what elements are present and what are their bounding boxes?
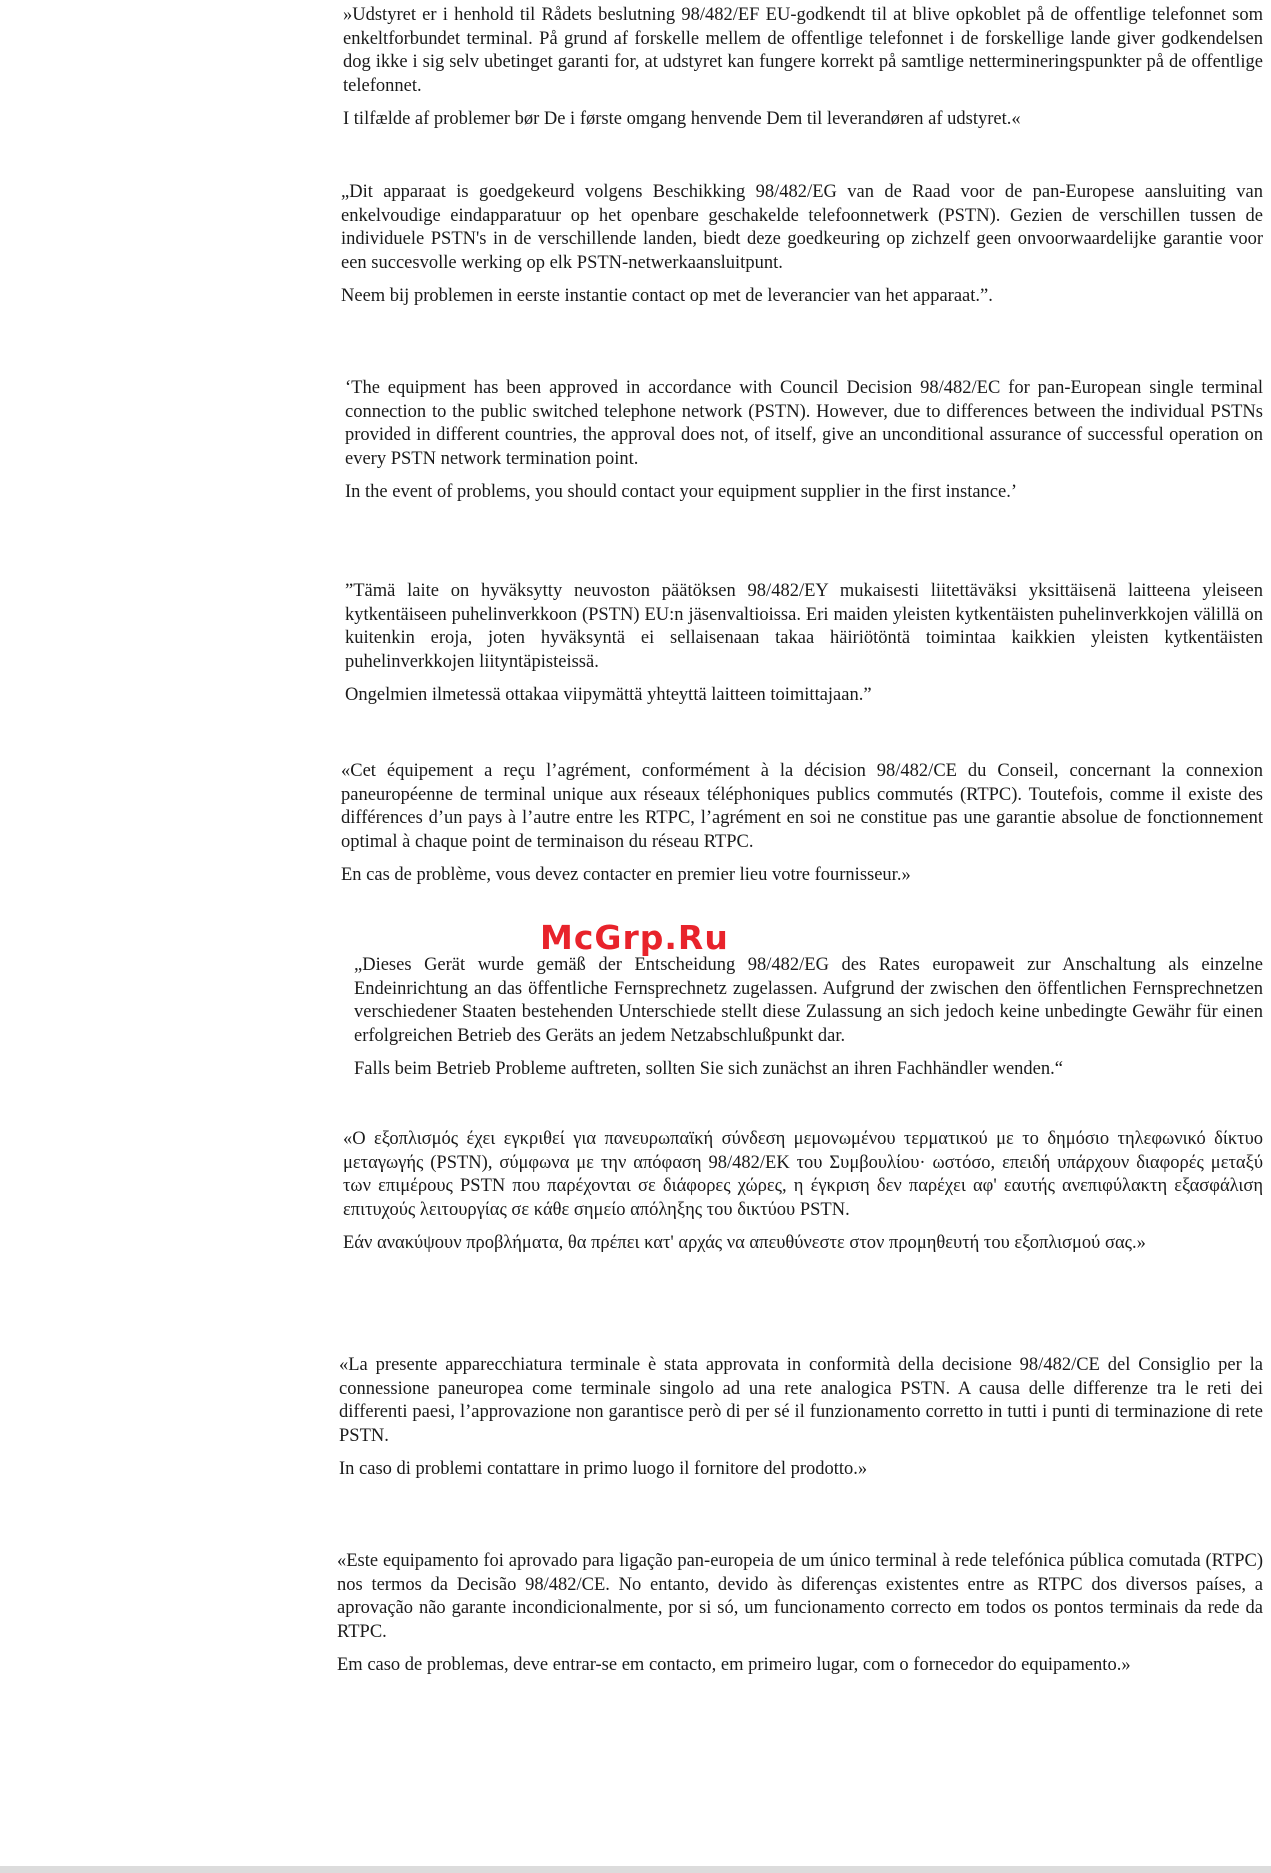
notice-greek-contact: Εάν ανακύψουν προβλήματα, θα πρέπει κατ' αρχάς να απευθύνεστε στον προμηθευτή του εξοπλισμού σας.» — [343, 1233, 1146, 1254]
notice-german — [354, 954, 1263, 1082]
notice-french — [341, 760, 1263, 888]
notice-italian — [339, 1354, 1263, 1482]
notice-german-contact: Falls beim Betrieb Probleme auftreten, sollten Sie sich zunächst an ihren Fachhändler wenden.“ — [354, 1059, 1063, 1080]
viewer-bottom-bar — [0, 1866, 1271, 1873]
notice-english — [345, 377, 1263, 505]
watermark-logo: McGrp.Ru — [540, 918, 729, 957]
notice-dutch — [341, 181, 1263, 309]
notice-portuguese-contact: Em caso de problemas, deve entrar-se em contacto, em primeiro lugar, com o fornecedor do equipamento.» — [337, 1655, 1131, 1676]
notice-danish-body: »Udstyret er i henhold til Rådets beslutning 98/482/EF EU-godkendt til at blive opkoblet på de offentlige telefonnet som enkeltforbundet terminal. På grund af forskelle mellem de offentlige telefonnet i de forskellige lande giver godkendelsen dog ikke i sig selv ubetinget garanti for, at udstyret kan fungere korrekt på samtlige nettermineringspunkter på de offentlige telefonnet. — [343, 5, 1263, 96]
notice-portuguese — [337, 1550, 1263, 1678]
notice-english-contact: In the event of problems, you should contact your equipment supplier in the first instance.’ — [345, 482, 1018, 503]
notice-french-contact: En cas de problème, vous devez contacter en premier lieu votre fournisseur.» — [341, 865, 911, 886]
notice-danish — [343, 4, 1263, 132]
notice-dutch-contact: Neem bij problemen in eerste instantie contact op met de leverancier van het apparaat.”. — [341, 286, 993, 307]
notice-danish-contact: I tilfælde af problemer bør De i første omgang henvende Dem til leverandøren af udstyret.« — [343, 109, 1021, 130]
notice-greek — [343, 1128, 1263, 1256]
notice-italian-body: «La presente apparecchiatura terminale è stata approvata in conformità della decisione 98/482/CE del Consiglio per la connessione paneuropea come terminale singolo ad una rete analogica PSTN. A causa delle differenze tra le reti dei differenti paesi, l’approvazione non garantisce però di per sé il funzionamento corretto in tutti i punti di terminazione di rete PSTN. — [339, 1355, 1263, 1446]
notice-german-body: „Dieses Gerät wurde gemäß der Entscheidung 98/482/EG des Rates europaweit zur Anschaltung als einzelne Endeinrichtung an das öffentliche Fernsprechnetz zugelassen. Aufgrund der zwischen den öffentlichen Fernsprechnetzen verschiedener Staaten bestehenden Unterschiede stellt diese Zulassung an sich jedoch keine unbedingte Gewähr für einen erfolgreichen Betrieb des Geräts an jedem Netzabschlußpunkt dar. — [354, 955, 1263, 1046]
notice-french-body: «Cet équipement a reçu l’agrément, conformément à la décision 98/482/CE du Conseil, concernant la connexion paneuropéenne de terminal unique aux réseaux téléphoniques publics commutés (RTPC). Toutefois, comme il existe des différences d’un pays à l’autre entre les RTPC, l’agrément en soi ne constitue pas une garantie absolue de fonctionnement optimal à chaque point de terminaison du réseau RTPC. — [341, 761, 1263, 852]
notice-english-body: ‘The equipment has been approved in accordance with Council Decision 98/482/EC for pan-European single terminal connection to the public switched telephone network (PSTN). However, due to differences between the individual PSTNs provided in different countries, the approval does not, of itself, give an unconditional assurance of successful operation on every PSTN network termination point. — [345, 378, 1263, 469]
notice-portuguese-body: «Este equipamento foi aprovado para ligação pan-europeia de um único terminal à rede telefónica pública comutada (RTPC) nos termos da Decisão 98/482/CE. No entanto, devido às diferenças existentes entre as RTPC dos diversos países, a aprovação não garante incondicionalmente, por si só, um funcionamento correcto em todos os pontos terminais da rede da RTPC. — [337, 1551, 1263, 1642]
notice-dutch-body: „Dit apparaat is goedgekeurd volgens Beschikking 98/482/EG van de Raad voor de pan-Europese aansluiting van enkelvoudige eindapparatuur op het openbare geschakelde telefoonnetwerk (PSTN). Gezien de verschillen tussen de individuele PSTN's in de verschillende landen, biedt deze goedkeuring op zichzelf geen onvoorwaardelijke garantie voor een succesvolle werking op elk PSTN-netwerkaansluitpunt. — [341, 182, 1263, 273]
notice-italian-contact: In caso di problemi contattare in primo luogo il fornitore del prodotto.» — [339, 1459, 868, 1480]
notice-finnish-contact: Ongelmien ilmetessä ottakaa viipymättä yhteyttä laitteen toimittajaan.” — [345, 685, 872, 706]
notice-finnish-body: ”Tämä laite on hyväksytty neuvoston päätöksen 98/482/EY mukaisesti liitettäväksi yksittäisenä laitteena yleiseen kytkentäiseen puhelinverkkoon (PSTN) EU:n jäsenvaltioissa. Eri maiden yleisten kytkentäisten puhelinverkkojen välillä on kuitenkin eroja, joten hyväksyntä ei sellaisenaan takaa häiriötöntä toimintaa kaikkien yleisten kytkentäisten puhelinverkkojen liityntäpisteissä. — [345, 581, 1263, 672]
notice-finnish — [345, 580, 1263, 708]
notice-greek-body: «Ο εξοπλισμός έχει εγκριθεί για πανευρωπαϊκή σύνδεση μεμονωμένου τερματικού με το δημόσιο τηλεφωνικό δίκτυο μεταγωγής (PSTN), σύμφωνα με την απόφαση 98/482/ΕΚ του Συμβουλίου· ωστόσο, επειδή υπάρχουν διαφορές μεταξύ των επιμέρους PSTN που παρέχονται σε διάφορες χώρες, η έγκριση δεν παρέχει αφ' εαυτής ανεπιφύλακτη εξασφάλιση επιτυχούς λειτουργίας σε κάθε σημείο απόληξης του δικτύου PSTN. — [343, 1129, 1263, 1220]
